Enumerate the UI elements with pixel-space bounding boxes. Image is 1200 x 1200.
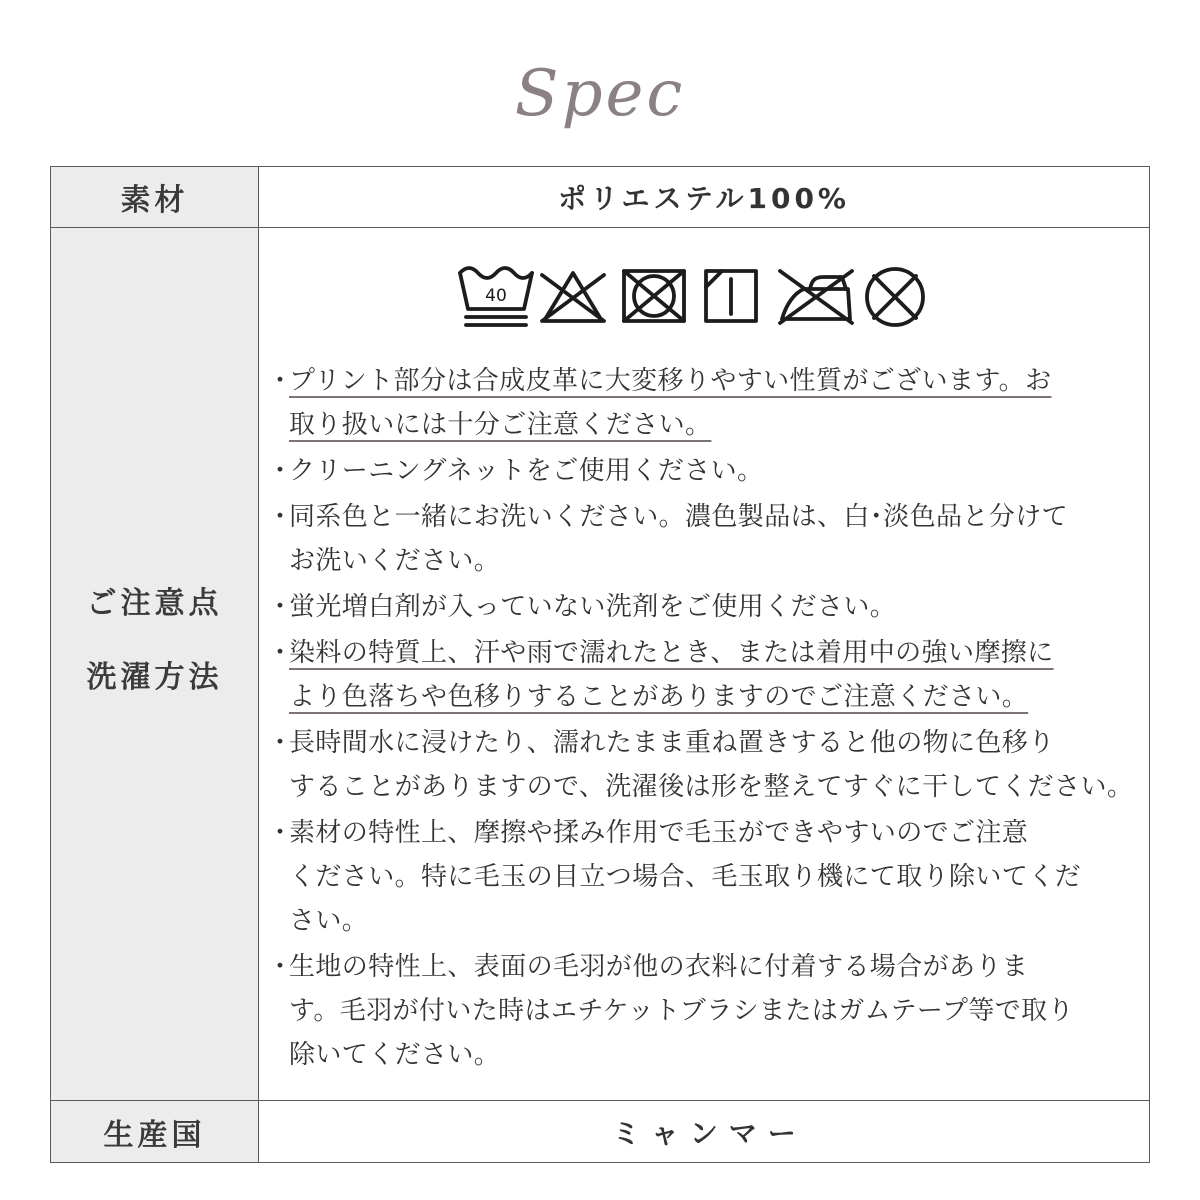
care-note-line: 蛍光増白剤が入っていない洗剤をご使用ください。 xyxy=(289,592,897,622)
care-note-item xyxy=(267,359,1149,447)
care-note-item xyxy=(267,585,1149,629)
care-note-item xyxy=(267,811,1149,943)
care-note-line: することがありますので、洗濯後は形を整えてすぐに干してください。 xyxy=(289,772,1134,802)
care-note-line: 素材の特性上、摩擦や揉み作用で毛玉ができやすいのでご注意 xyxy=(289,818,1029,848)
wash-tub-40-icon xyxy=(460,268,532,325)
precautions-label: ご注意点 xyxy=(86,586,223,621)
no-iron-icon xyxy=(780,271,852,323)
origin-row xyxy=(51,1101,1150,1163)
care-note-text xyxy=(289,495,1149,583)
care-note-item xyxy=(267,495,1149,583)
care-note-line: クリーニングネットをご使用ください。 xyxy=(289,456,764,486)
material-row xyxy=(51,167,1150,228)
bullet-marker: ・ xyxy=(267,952,294,982)
care-note-line: さい。 xyxy=(289,906,369,936)
care-note-text xyxy=(289,359,1149,447)
material-value: ポリエステル100% xyxy=(259,167,1150,228)
wash-temperature-text: 40 xyxy=(485,286,507,306)
care-labels-cell xyxy=(51,228,259,1101)
origin-value: ミャンマー xyxy=(259,1101,1150,1163)
care-note-line: 染料の特質上、汗や雨で濡れたとき、または着用中の強い摩擦に xyxy=(289,638,1054,668)
care-note-item xyxy=(267,721,1149,809)
care-note-line: 長時間水に浸けたり、濡れたまま重ね置きすると他の物に色移り xyxy=(289,728,1055,758)
origin-label: 生産国 xyxy=(51,1101,259,1163)
care-note-line: ください。特に毛玉の目立つ場合、毛玉取り機にて取り除いてくだ xyxy=(289,862,1082,892)
page-title: Spec xyxy=(514,57,686,131)
bullet-marker: ・ xyxy=(267,638,294,668)
bullet-marker: ・ xyxy=(267,456,294,486)
material-label: 素材 xyxy=(51,167,259,228)
care-note-line: お洗いください。 xyxy=(289,546,501,576)
care-note-line: す。毛羽が付いた時はエチケットブラシまたはガムテープ等で取り xyxy=(289,996,1074,1026)
bullet-marker: ・ xyxy=(267,366,294,396)
washing-method-label: 洗濯方法 xyxy=(86,660,223,695)
bullet-marker: ・ xyxy=(267,592,294,622)
bullet-marker: ・ xyxy=(267,728,294,758)
care-cell xyxy=(259,228,1150,1101)
bullet-marker: ・ xyxy=(267,818,294,848)
drip-dry-shade-icon xyxy=(706,271,756,321)
care-note-text xyxy=(289,449,1149,493)
care-note-text xyxy=(289,811,1149,943)
no-dry-clean-icon xyxy=(867,269,923,325)
care-note-text xyxy=(289,585,1149,629)
care-note-item xyxy=(267,449,1149,493)
no-bleach-icon xyxy=(542,273,604,321)
care-note-text xyxy=(289,945,1149,1077)
care-note-text xyxy=(289,631,1149,719)
care-note-line: プリント部分は合成皮革に大変移りやすい性質がございます。お xyxy=(289,366,1052,396)
care-note-line: 取り扱いには十分ご注意ください。 xyxy=(289,410,712,440)
care-note-line: より色落ちや色移りすることがありますのでご注意ください。 xyxy=(289,682,1029,712)
care-note-line: 同系色と一緒にお洗いください。濃色製品は、白･淡色品と分けて xyxy=(289,502,1069,532)
care-row xyxy=(51,228,1150,1101)
care-notes-list xyxy=(267,359,1149,1079)
spec-table xyxy=(50,166,1150,1163)
care-note-text xyxy=(289,721,1149,809)
care-note-item xyxy=(267,631,1149,719)
bullet-marker: ・ xyxy=(267,502,294,532)
no-tumble-dry-icon xyxy=(624,271,684,321)
care-symbols xyxy=(450,261,930,341)
care-note-item xyxy=(267,945,1149,1077)
care-note-line: 除いてください。 xyxy=(289,1040,501,1070)
care-note-line: 生地の特性上、表面の毛羽が他の衣料に付着する場合がありま xyxy=(289,952,1029,982)
